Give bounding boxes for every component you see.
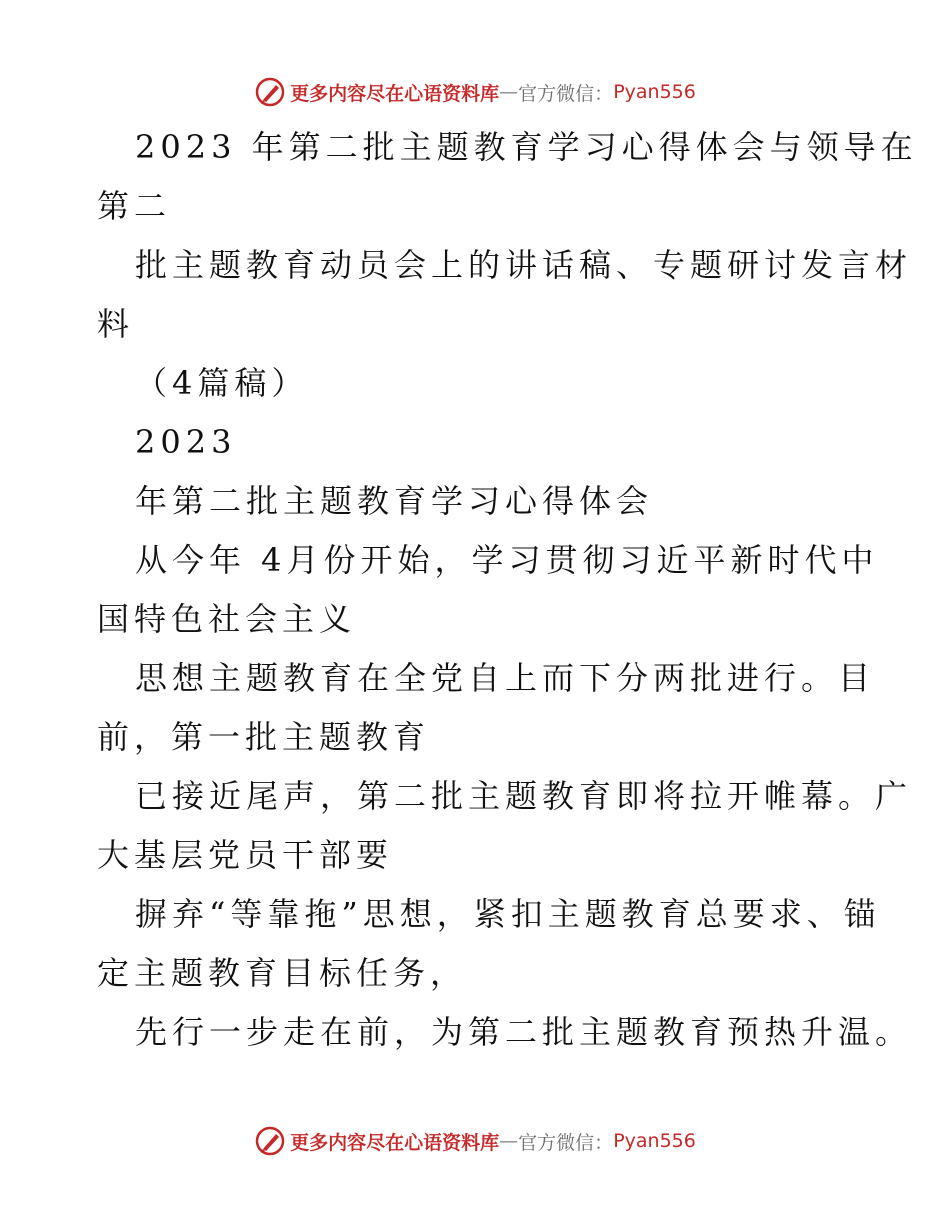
paragraph-line: 思想主题教育在全党自上而下分两批进行。目 — [135, 659, 876, 697]
title-line-5: （4篇稿） — [135, 364, 309, 402]
wechat-label: 官方微信： — [518, 1131, 614, 1154]
section-heading-line-2: 年第二批主题教育学习心得体会 — [135, 482, 654, 520]
wechat-label: 官方微信： — [518, 82, 614, 105]
section-heading-line-1: 2023 — [135, 423, 237, 461]
title-line-2: 第二 — [97, 187, 172, 225]
paragraph-line: 前，第一批主题教育 — [97, 718, 431, 756]
paragraph-line: 大基层党员干部要 — [97, 836, 394, 874]
separator: — — [499, 81, 519, 103]
paragraph-line: 已接近尾声，第二批主题教育即将拉开帷幕。广 — [135, 777, 913, 815]
title-line-4: 料 — [97, 305, 135, 343]
paragraph-line: 先行一步走在前，为第二批主题教育预热升温。 — [135, 1013, 913, 1051]
quill-pen-logo-icon — [254, 76, 286, 108]
paragraph-line: 国特色社会主义 — [97, 600, 357, 638]
separator: — — [499, 1130, 519, 1152]
promo-text: 更多内容尽在心语资料库 — [290, 1131, 500, 1154]
wechat-id: Pyan556 — [613, 1130, 696, 1152]
wechat-id: Pyan556 — [613, 81, 696, 103]
promo-text: 更多内容尽在心语资料库 — [290, 82, 500, 105]
paragraph-line: 摒弃“等靠拖”思想，紧扣主题教育总要求、锚 — [135, 895, 881, 933]
document-body — [97, 118, 918, 1062]
quill-pen-logo-icon — [254, 1125, 286, 1157]
footer-watermark-banner — [0, 1121, 950, 1161]
paragraph-line: 定主题教育目标任务， — [97, 954, 468, 992]
title-line-3: 批主题教育动员会上的讲话稿、专题研讨发言材 — [135, 246, 913, 284]
header-watermark-banner — [0, 72, 950, 112]
title-line-1: 2023 年第二批主题教育学习心得体会与领导在 — [135, 128, 918, 166]
paragraph-line: 从今年 4月份开始，学习贯彻习近平新时代中 — [135, 541, 879, 579]
